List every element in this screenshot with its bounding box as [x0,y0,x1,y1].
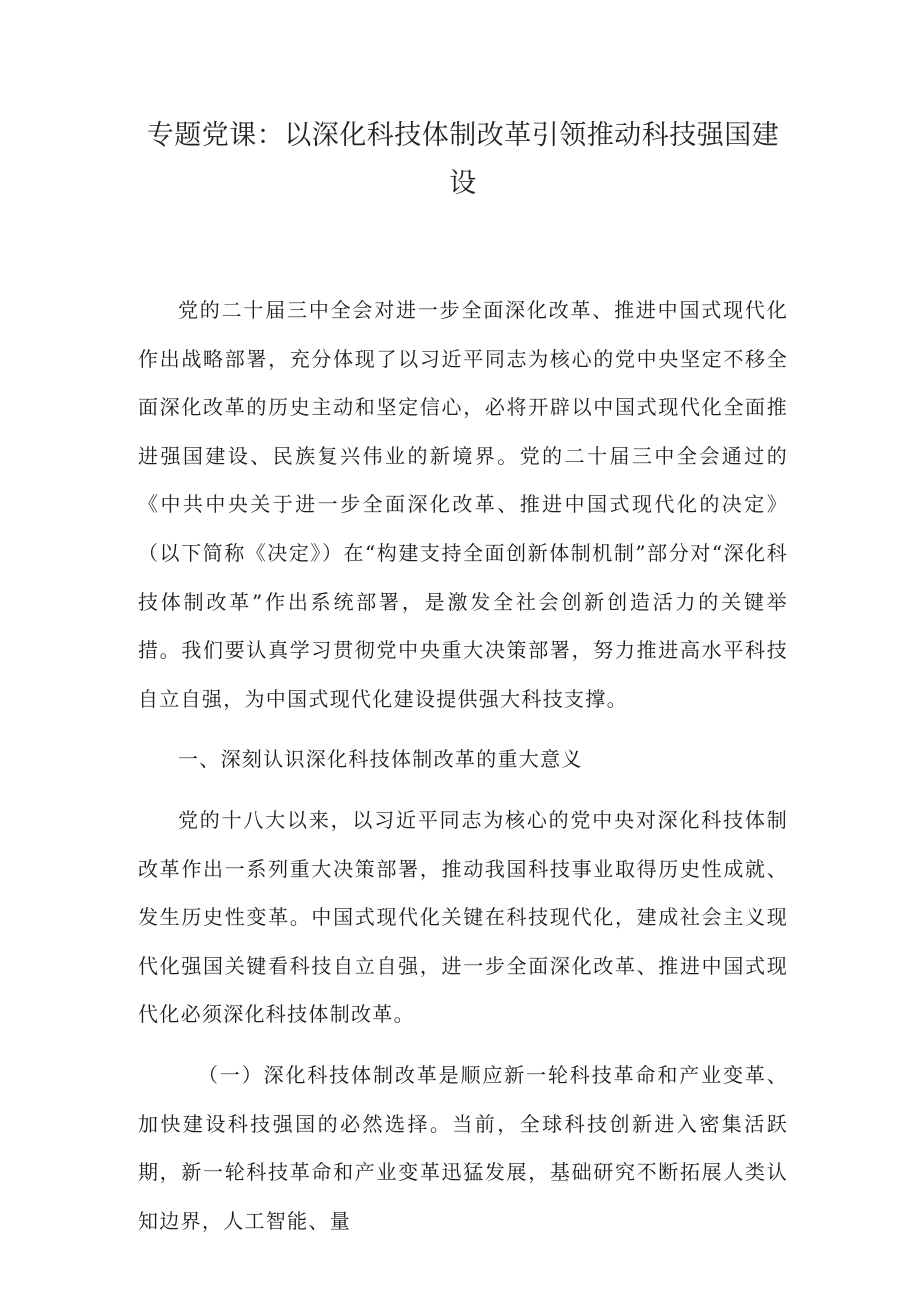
document-body [138,286,788,1245]
subsection-1-paragraph: （一）深化科技体制改革是顺应新一轮科技革命和产业变革、加快建设科技强国的必然选择。当前，全球科技创新进入密集活跃期，新一轮科技革命和产业变革迅猛发展，基础研究不断拓展人类认知边界，人工智能、量 [138,1062,788,1233]
section-1-paragraph: 党的十八大以来，以习近平同志为核心的党中央对深化科技体制改革作出一系列重大决策部署，推动我国科技事业取得历史性成就、发生历史性变革。中国式现代化关键在科技现代化，建成社会主义现代化强国关键看科技自立自强，进一步全面深化改革、推进中国式现代化必须深化科技体制改革。 [138,807,788,1027]
intro-paragraph: 党的二十届三中全会对进一步全面深化改革、推进中国式现代化作出战略部署，充分体现了以习近平同志为核心的党中央坚定不移全面深化改革的历史主动和坚定信心，必将开辟以中国式现代化全面推进强国建设、民族复兴伟业的新境界。党的二十届三中全会通过的《中共中央关于进一步全面深化改革、推进中国式现代化的决定》（以下简称《决定》）在“构建支持全面创新体制机制”部分对“深化科技体制改革”作出系统部署，是激发全社会创新创造活力的关键举措。我们要认真学习贯彻党中央重大决策部署，努力推进高水平科技自立自强，为中国式现代化建设提供强大科技支撑。 [138,298,788,711]
section-heading-1: 一、深刻认识深化科技体制改革的重大意义 [178,747,583,772]
document-title: 专题党课：以深化科技体制改革引领推动科技强国建设 [146,120,780,199]
